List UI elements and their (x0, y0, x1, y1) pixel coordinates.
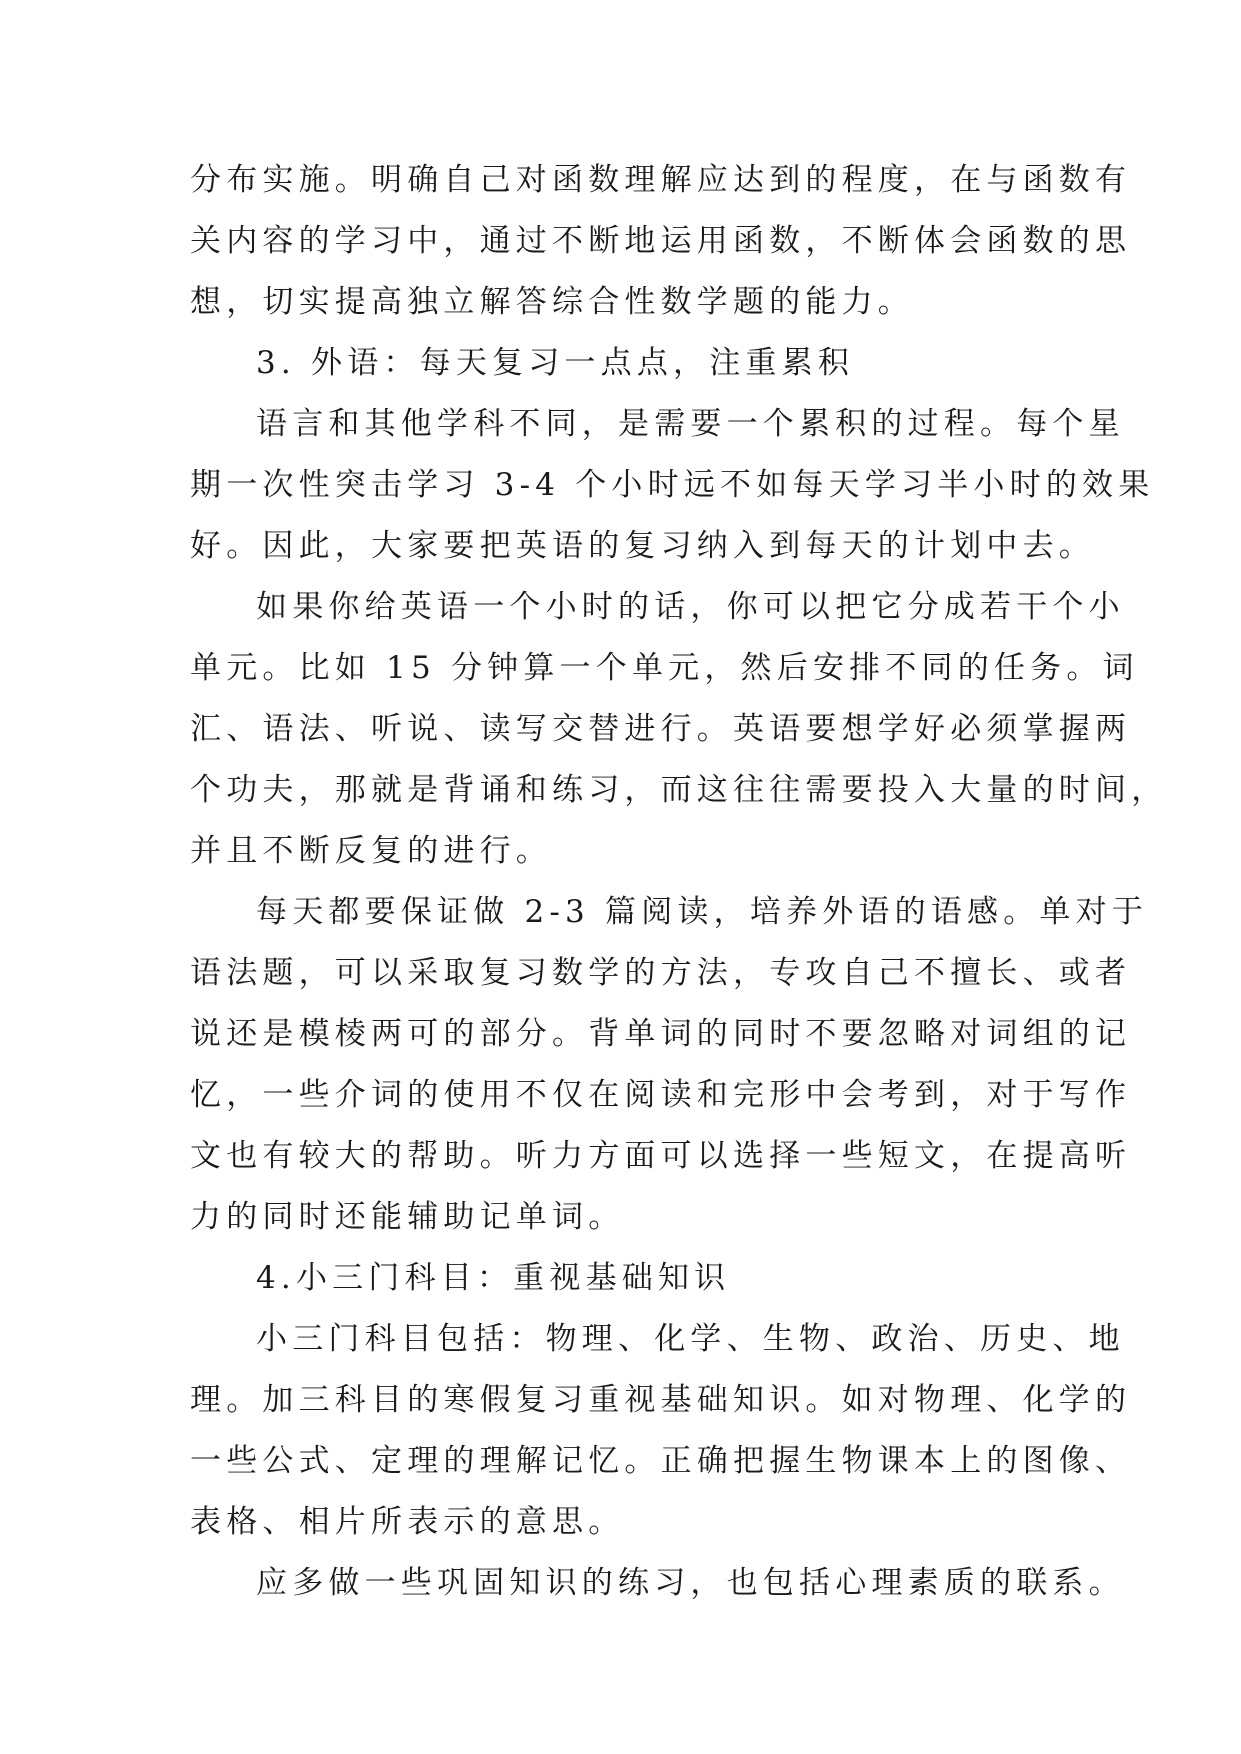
body-line: 文也有较大的帮助。听力方面可以选择一些短文，在提高听 (190, 1138, 1132, 1174)
paragraph-start-line: 语言和其他学科不同，是需要一个累积的过程。每个星 (256, 406, 1125, 442)
body-line: 并且不断反复的进行。 (190, 833, 552, 869)
body-line: 想，切实提高独立解答综合性数学题的能力。 (190, 284, 914, 320)
body-line: 关内容的学习中，通过不断地运用函数，不断体会函数的思 (190, 223, 1132, 259)
paragraph-start-line: 每天都要保证做 2-3 篇阅读，培养外语的语感。单对于 (256, 894, 1149, 930)
body-line: 个功夫，那就是背诵和练习，而这往往需要投入大量的时间， (190, 772, 1168, 808)
body-line: 语法题，可以采取复习数学的方法，专攻自己不擅长、或者 (190, 955, 1132, 991)
body-line: 理。加三科目的寒假复习重视基础知识。如对物理、化学的 (190, 1382, 1132, 1418)
body-line: 分布实施。明确自己对函数理解应达到的程度，在与函数有 (190, 162, 1132, 198)
paragraph-start-line: 应多做一些巩固知识的练习，也包括心理素质的联系。 (256, 1565, 1125, 1601)
section-heading-minor-subjects: 4.小三门科目：重视基础知识 (256, 1260, 731, 1296)
body-line: 一些公式、定理的理解记忆。正确把握生物课本上的图像、 (190, 1443, 1132, 1479)
body-line: 期一次性突击学习 3-4 个小时远不如每天学习半小时的效果 (190, 467, 1155, 503)
document-page (190, 150, 1168, 1614)
body-line: 说还是模棱两可的部分。背单词的同时不要忽略对词组的记 (190, 1016, 1132, 1052)
section-heading-foreign-language: 3. 外语：每天复习一点点，注重累积 (256, 345, 855, 381)
body-line: 力的同时还能辅助记单词。 (190, 1199, 625, 1235)
paragraph-start-line: 如果你给英语一个小时的话，你可以把它分成若干个小 (256, 589, 1125, 625)
body-line: 好。因此，大家要把英语的复习纳入到每天的计划中去。 (190, 528, 1095, 564)
body-line: 表格、相片所表示的意思。 (190, 1504, 625, 1540)
body-line: 汇、语法、听说、读写交替进行。英语要想学好必须掌握两 (190, 711, 1132, 747)
paragraph-start-line: 小三门科目包括：物理、化学、生物、政治、历史、地 (256, 1321, 1125, 1357)
body-line: 忆，一些介词的使用不仅在阅读和完形中会考到，对于写作 (190, 1077, 1132, 1113)
body-line: 单元。比如 15 分钟算一个单元，然后安排不同的任务。词 (190, 650, 1139, 686)
